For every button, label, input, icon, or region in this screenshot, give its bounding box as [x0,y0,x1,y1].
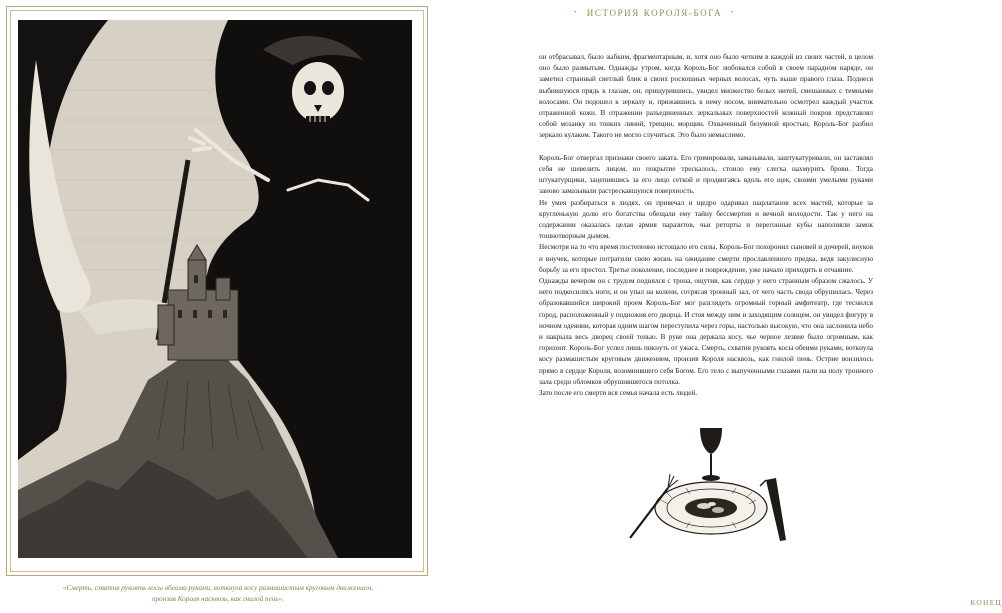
running-header-title: ИСТОРИЯ КОРОЛЯ-БОГА [586,8,723,18]
death-reaper-illustration [18,20,412,558]
end-label: КОНЕЦ [970,598,1002,607]
paragraph: Зато после его смерти вся семья начала есть людей. [539,389,698,398]
paragraph: Однажды вечером он с трудом поднялся с трона, ощутив, как сердце у него странным образом сжалось. У него подкосились ноги, и он упал на колени, сотрясая тронный зал, от чего часть свода обрушилась. Через образовавшийся широкий проем Король-Бог мог разглядеть огромный горный амфитеатр, где теснился город, расположенный у подножия его дворца. И стоя между ним и заходящим солнцем, он увидел фигуру в ночном одеянии, которая одним шагом переступила через горы, настолько высокую, что она заслонила небо и накрыла весь дворец своей тенью. В руке она держала косу, чье черное лезвие было огромным, как горизонт. Король-Бог успел лишь пикнуть от ужаса. Смерть, схватив рукоять косы обеими руками, воткнула косу размашистым круговым движением, пронзив Короля насквозь, как гнилой пень. Острие вонзилось прямо в сердце Короля, возомнившего себя Богом. Его тело с выпученными глазами пали на полу тронного зала среди обломков обрушившегося потолка. [539,277,873,386]
paragraph: Не умея разбираться в людях, он привечал и щедро одаривал шарлатанов всех мастей, которые за кругленькую долю его богатства обещали ему тайну бессмертия и вечной молодости. Так у него на содержании оказалась целая армия паразитов, чьи реторты и перегонные кубы наполняли замок тошнотворным дымом. [539,198,873,241]
story-text [539,52,873,399]
right-page [436,0,1002,613]
header-ornament-left: • [574,10,578,16]
left-page [0,0,436,613]
caption-line-2: пронзив Короля насквозь, как гнилой пень». [151,595,285,603]
plate-vignette-illustration [616,420,796,550]
running-header [436,8,873,18]
paragraph: он отбрасывал, было зыбким, фрагментарным, и, хотя оно было четким в каждой из своих частей, в целом оно было размытым. Однажды утром, когда Король-Бог любовался собой в своем парадном наряде, он заметил странный светлый блик в своих роскошных черных волосах, чуть выше правого глаза. Поднеся выбившуюся прядь к глазам, он, прищурившись, увидел множество белых нитей, смешанных с темными волосами. Он подошел к зеркалу и, прижавшись к нему носом, внимательно осмотрел каждый участок отраженной кожи. В отражении разъединенных зеркальных поверхностей кожный покров представлял собой мозаику из тонких линий, трещин, морщин. Охваченный безумной яростью, Король-Бог разбил зеркало кулаком. Такого не могло случиться. Это было немыслимо. [539,53,873,140]
illustration-caption [20,583,416,605]
caption-line-1: «Смерть, схватив рукоять косы обеими руками, воткнула косу размашистым круговым движением, [62,584,374,592]
paragraph: Несмотря на то что время постепенно истощало его силы, Король-Бог похоронил сыновей и дочерей, внуков и внучек, которые потратили свою жизнь на ожидание смерти прославленного предка, ведя закулисную борьбу за его престол. Третье поколение, последнее и повреждение, уже начало приходить в отчаяние. [539,243,873,274]
paragraph: Король-Бог отвергал признаки своего заката. Его гримировали, замазывали, заштукатуривали, он заставлял себя не шевелить лицом, но покрытие трескалось, стоило ему слегка нахмурить брови. Тогда штукатурщики, зацепившись за его лицо сеткой и продвигаясь вдоль его щек, своими умелыми руками заново замазывали растрескавшуюся поверхность. [539,153,873,196]
header-ornament-right: • [731,10,735,16]
